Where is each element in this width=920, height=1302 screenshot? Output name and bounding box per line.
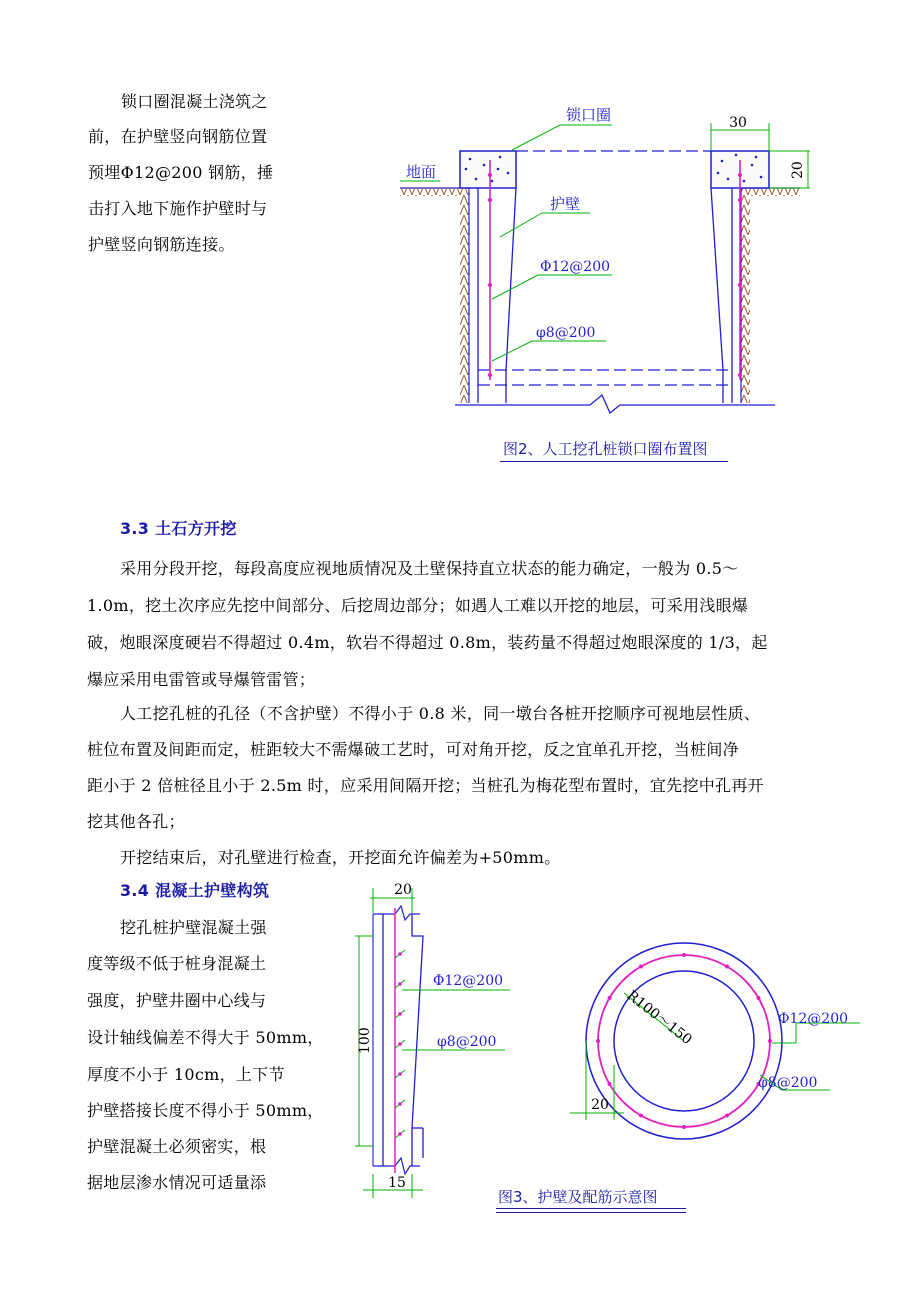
figure3-caption-underline-2 [496, 1212, 686, 1213]
section-3-4-heading: 3.4 混凝土护壁构筑 [120, 881, 270, 900]
dim-20: 20 [790, 161, 806, 179]
label-ground: 地面 [406, 163, 437, 181]
intro-line: 锁口圈混凝土浇筑之 [121, 92, 268, 111]
label-rebar-main-right: Φ12@200 [778, 1011, 849, 1027]
body-line: 设计轴线偏差不得大于 50mm， [87, 1028, 324, 1047]
dim-30: 30 [729, 115, 747, 131]
body-line: 挖孔桩护壁混凝土强 [120, 918, 267, 937]
intro-line: 击打入地下施作护壁时与 [88, 199, 268, 218]
intro-line: 护壁竖向钢筋连接。 [88, 235, 235, 254]
body-line: 破，炮眼深度硬岩不得超过 0.4m，软岩不得超过 0.8m，装药量不得超过炮眼深度的 1/3，起 [87, 633, 768, 652]
figure2-caption-underline [500, 461, 728, 462]
dim-100: 100 [357, 1027, 373, 1054]
dim-bottom-15: 15 [388, 1175, 406, 1191]
dim-top-20: 20 [394, 882, 412, 898]
body-line: 据地层渗水情况可适量添 [87, 1173, 267, 1192]
body-line: 开挖结束后，对孔壁进行检查，开挖面允许偏差为+50mm。 [120, 848, 561, 867]
label-rebar-stirrup-left: φ8@200 [437, 1034, 497, 1050]
lock-ring-left [460, 151, 516, 188]
body-line: 距小于 2 倍桩径且小于 2.5m 时，应采用间隔开挖；当桩孔为梅花型布置时，宜先挖中孔再开 [87, 776, 764, 795]
body-line: 护壁搭接长度不得小于 50mm， [87, 1101, 324, 1120]
figure2-caption: 图2、人工挖孔桩锁口圈布置图 [503, 440, 708, 458]
intro-line: 前，在护壁竖向钢筋位置 [88, 127, 268, 146]
label-rebar-main: Φ12@200 [540, 259, 611, 275]
section-3-3-heading: 3.3 土石方开挖 [120, 519, 237, 538]
label-lock-ring: 锁口圈 [566, 106, 612, 124]
label-rebar-stirrup-right: φ8@200 [758, 1075, 818, 1091]
body-line: 厚度不小于 10cm，上下节 [87, 1065, 285, 1084]
figure2-lock-ring-diagram [380, 95, 820, 430]
label-radius: R100～150 [623, 987, 695, 1049]
body-line: 采用分段开挖，每段高度应视地质情况及土壁保持直立状态的能力确定，一般为 0.5～ [120, 559, 739, 578]
dim-ring-20: 20 [591, 1097, 609, 1113]
label-wall: 护壁 [550, 195, 581, 213]
label-rebar-main-left: Φ12@200 [433, 973, 504, 989]
label-rebar-stirrup: φ8@200 [536, 325, 596, 341]
body-line: 护壁混凝土必须密实，根 [87, 1137, 267, 1156]
body-line: 爆应采用电雷管或导爆管雷管； [87, 670, 316, 689]
body-line: 强度，护壁井圈中心线与 [87, 991, 267, 1010]
figure3-wall-section [345, 878, 525, 1200]
body-line: 人工挖孔桩的孔径（不含护壁）不得小于 0.8 米，同一墩台各桩开挖顺序可视地层性质、 [120, 704, 761, 723]
body-line: 桩位布置及间距而定，桩距较大不需爆破工艺时，可对角开挖，反之宜单孔开挖，当桩间净 [87, 740, 740, 759]
figure3-caption-underline [496, 1208, 686, 1209]
body-line: 挖其他各孔； [87, 812, 185, 831]
figure3-caption: 图3、护壁及配筋示意图 [498, 1188, 658, 1206]
body-line: 度等级不低于桩身混凝土 [87, 954, 267, 973]
body-line: 1.0m，挖土次序应先挖中间部分、后挖周边部分；如遇人工难以开挖的地层，可采用浅眼爆 [87, 596, 749, 615]
intro-line: 预埋Φ12@200 钢筋，捶 [88, 163, 274, 182]
figure3-ring-plan [560, 935, 865, 1150]
